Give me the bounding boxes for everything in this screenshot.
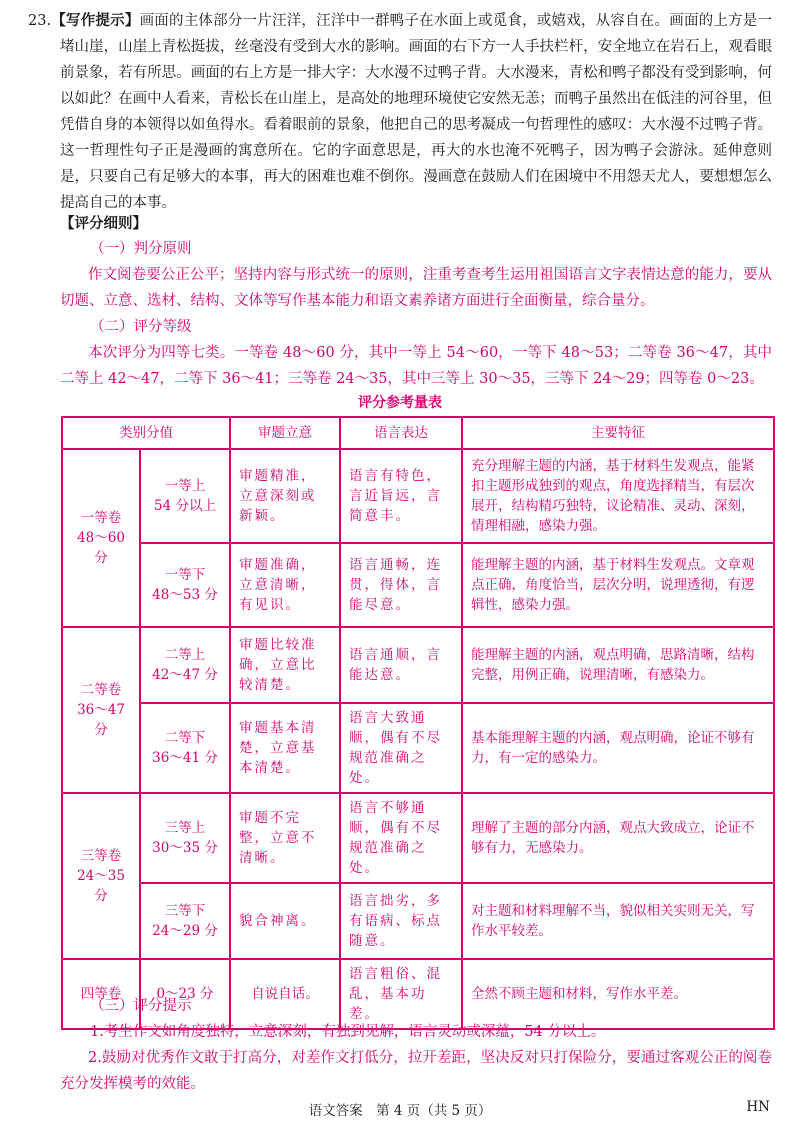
topic-cell: 审题比较准确，立意比较清楚。: [230, 627, 340, 703]
language-cell: 语言通畅，连贯，得体，言能尽意。: [340, 543, 462, 627]
features-cell: 对主题和材料理解不当，貌似相关实则无关，写作水平较差。: [462, 883, 774, 959]
subgrade-cell: 0～23 分: [140, 959, 230, 1029]
section2-text: 本次评分为四等七类。一等卷 48～60 分，其中一等上 54～60，一等下 48～53；二等卷 36～47，其中二等上 42～47，二等下 36～41；三等卷 24～35，其中三等上 30～35，三等下 24～29；四等卷 0～23。: [60, 345, 772, 387]
features-cell: 基本能理解主题的内涵，观点明确，论证不够有力，有一定的感染力。: [462, 703, 774, 793]
grade-1-cell: [62, 449, 140, 627]
topic-cell: 审题准确，立意清晰，有见识。: [230, 543, 340, 627]
tip-2: 2.鼓励对优秀作文敢于打高分，对差作文打低分，拉开差距，坚决反对只打保险分，要通过客观公正的阅卷充分发挥模考的效能。: [60, 1050, 772, 1092]
topic-cell: 自说自话。: [230, 959, 340, 1029]
features-cell: 理解了主题的部分内涵，观点大致成立，论证不够有力，无感染力。: [462, 793, 774, 883]
language-cell: 语言不够通顺，偶有不尽规范准确之处。: [340, 793, 462, 883]
header-language: 语言表达: [340, 417, 462, 449]
grade-range: 24～35 分: [77, 868, 125, 904]
subgrade-cell: 一等下 48～53 分: [140, 543, 230, 627]
topic-cell: 貌合神离。: [230, 883, 340, 959]
topic-cell: 审题精准，立意深刻或新颖。: [230, 449, 340, 543]
subgrade-cell: 一等上 54 分以上: [140, 449, 230, 543]
table-title: 评分参考量表: [358, 395, 442, 411]
subgrade-cell: 三等下 24～29 分: [140, 883, 230, 959]
topic-cell: 审题不完整，立意不清晰。: [230, 793, 340, 883]
features-cell: 能理解主题的内涵，观点明确，思路清晰，结构完整，用例正确，说理清晰，有感染力。: [462, 627, 774, 703]
q23-writing-tip: [28, 8, 773, 216]
grading-table: [61, 416, 775, 1030]
grade-name: 二等卷: [80, 682, 122, 698]
tip-1: 1.考生作文如角度独特，立意深刻，有独到见解，语言灵动或深蕴，54 分以上。: [90, 1024, 606, 1040]
table-row: [62, 449, 774, 543]
subgrade-cell: 二等下 36～41 分: [140, 703, 230, 793]
subgrade-cell: 三等上 30～35 分: [140, 793, 230, 883]
section1-text: 作文阅卷要公正公平；坚持内容与形式统一的原则，注重考查考生运用祖国语言文字表情达意的能力，要从切题、立意、选材、结构、文体等写作基本能力和语文素养诸方面进行全面衡量，综合量分。: [60, 267, 772, 309]
table-row: [62, 883, 774, 959]
section1-title: （一）判分原则: [90, 241, 192, 257]
region-code: HN: [746, 1099, 770, 1115]
question-number: 23.: [28, 13, 52, 29]
header-features: 主要特征: [462, 417, 774, 449]
scoring-title: 【评分细则】: [60, 215, 147, 232]
language-cell: 语言大致通顺，偶有不尽规范准确之处。: [340, 703, 462, 793]
language-cell: 语言拙劣，多有语病、标点随意。: [340, 883, 462, 959]
header-category: 类别分值: [62, 417, 230, 449]
features-cell: 充分理解主题的内涵，基于材料生发观点，能紧扣主题形成独到的观点，角度选择精当，有层次展开，结构精巧独特，议论精准、灵动、深刻，情理相融，感染力强。: [462, 449, 774, 543]
writing-tip-text: 画面的主体部分一片汪洋，汪洋中一群鸭子在水面上或觅食，或嬉戏，从容自在。画面的上方是一堵山崖，山崖上青松挺拔，丝毫没有受到大水的影响。画面的右下方一人手扶栏杆，安全地立在岩石上，观看眼前景象，若有所思。画面的右上方是一排大字：大水漫不过鸭子背。大水漫来，青松和鸭子都没有受到影响，何以如此？在画中人看来，青松长在山崖上，是高处的地理环境使它安然无恙；而鸭子虽然出在低洼的河谷里，但凭借自身的本领得以如鱼得水。看着眼前的景象，他把自己的思考凝成一句哲理性的感叹：大水漫不过鸭子背。这一哲理性句子正是漫画的寓意所在。它的字面意思是，再大的水也淹不死鸭子，因为鸭子会游泳。延伸意则是，只要自己有足够大的本事，再大的困难也难不倒你。漫画意在鼓励人们在困境中不用怨天尤人，要想想怎么提高自己的本事。: [60, 13, 773, 211]
grade-4-cell: 四等卷: [62, 959, 140, 1029]
section3-title: （三）评分提示: [90, 998, 192, 1014]
topic-cell: 审题基本清楚，立意基本清楚。: [230, 703, 340, 793]
grade-3-cell: [62, 793, 140, 959]
section2-title: （二）评分等级: [90, 319, 192, 335]
page-footer: 语文答案 第 4 页（共 5 页）: [308, 1103, 492, 1119]
table-row: [62, 703, 774, 793]
features-cell: 能理解主题的内涵，基于材料生发观点。文章观点正确，角度恰当，层次分明，说理透彻，有逻辑性，感染力强。: [462, 543, 774, 627]
writing-tip-label: 【写作提示】: [51, 12, 140, 29]
language-cell: 语言粗俗、混乱，基本功差。: [340, 959, 462, 1029]
header-topic: 审题立意: [230, 417, 340, 449]
grade-name: 三等卷: [80, 848, 122, 864]
table-row: [62, 793, 774, 883]
grade-2-cell: [62, 627, 140, 793]
grade-range: 36～47 分: [77, 702, 125, 738]
table-header-row: [62, 417, 774, 449]
grade-name: 一等卷: [80, 510, 122, 526]
table-row: [62, 627, 774, 703]
features-cell: 全然不顾主题和材料，写作水平差。: [462, 959, 774, 1029]
language-cell: 语言有特色，言近旨远，言简意丰。: [340, 449, 462, 543]
grade-range: 48～60 分: [77, 530, 125, 566]
subgrade-cell: 二等上 42～47 分: [140, 627, 230, 703]
language-cell: 语言通顺，言能达意。: [340, 627, 462, 703]
table-row: [62, 543, 774, 627]
